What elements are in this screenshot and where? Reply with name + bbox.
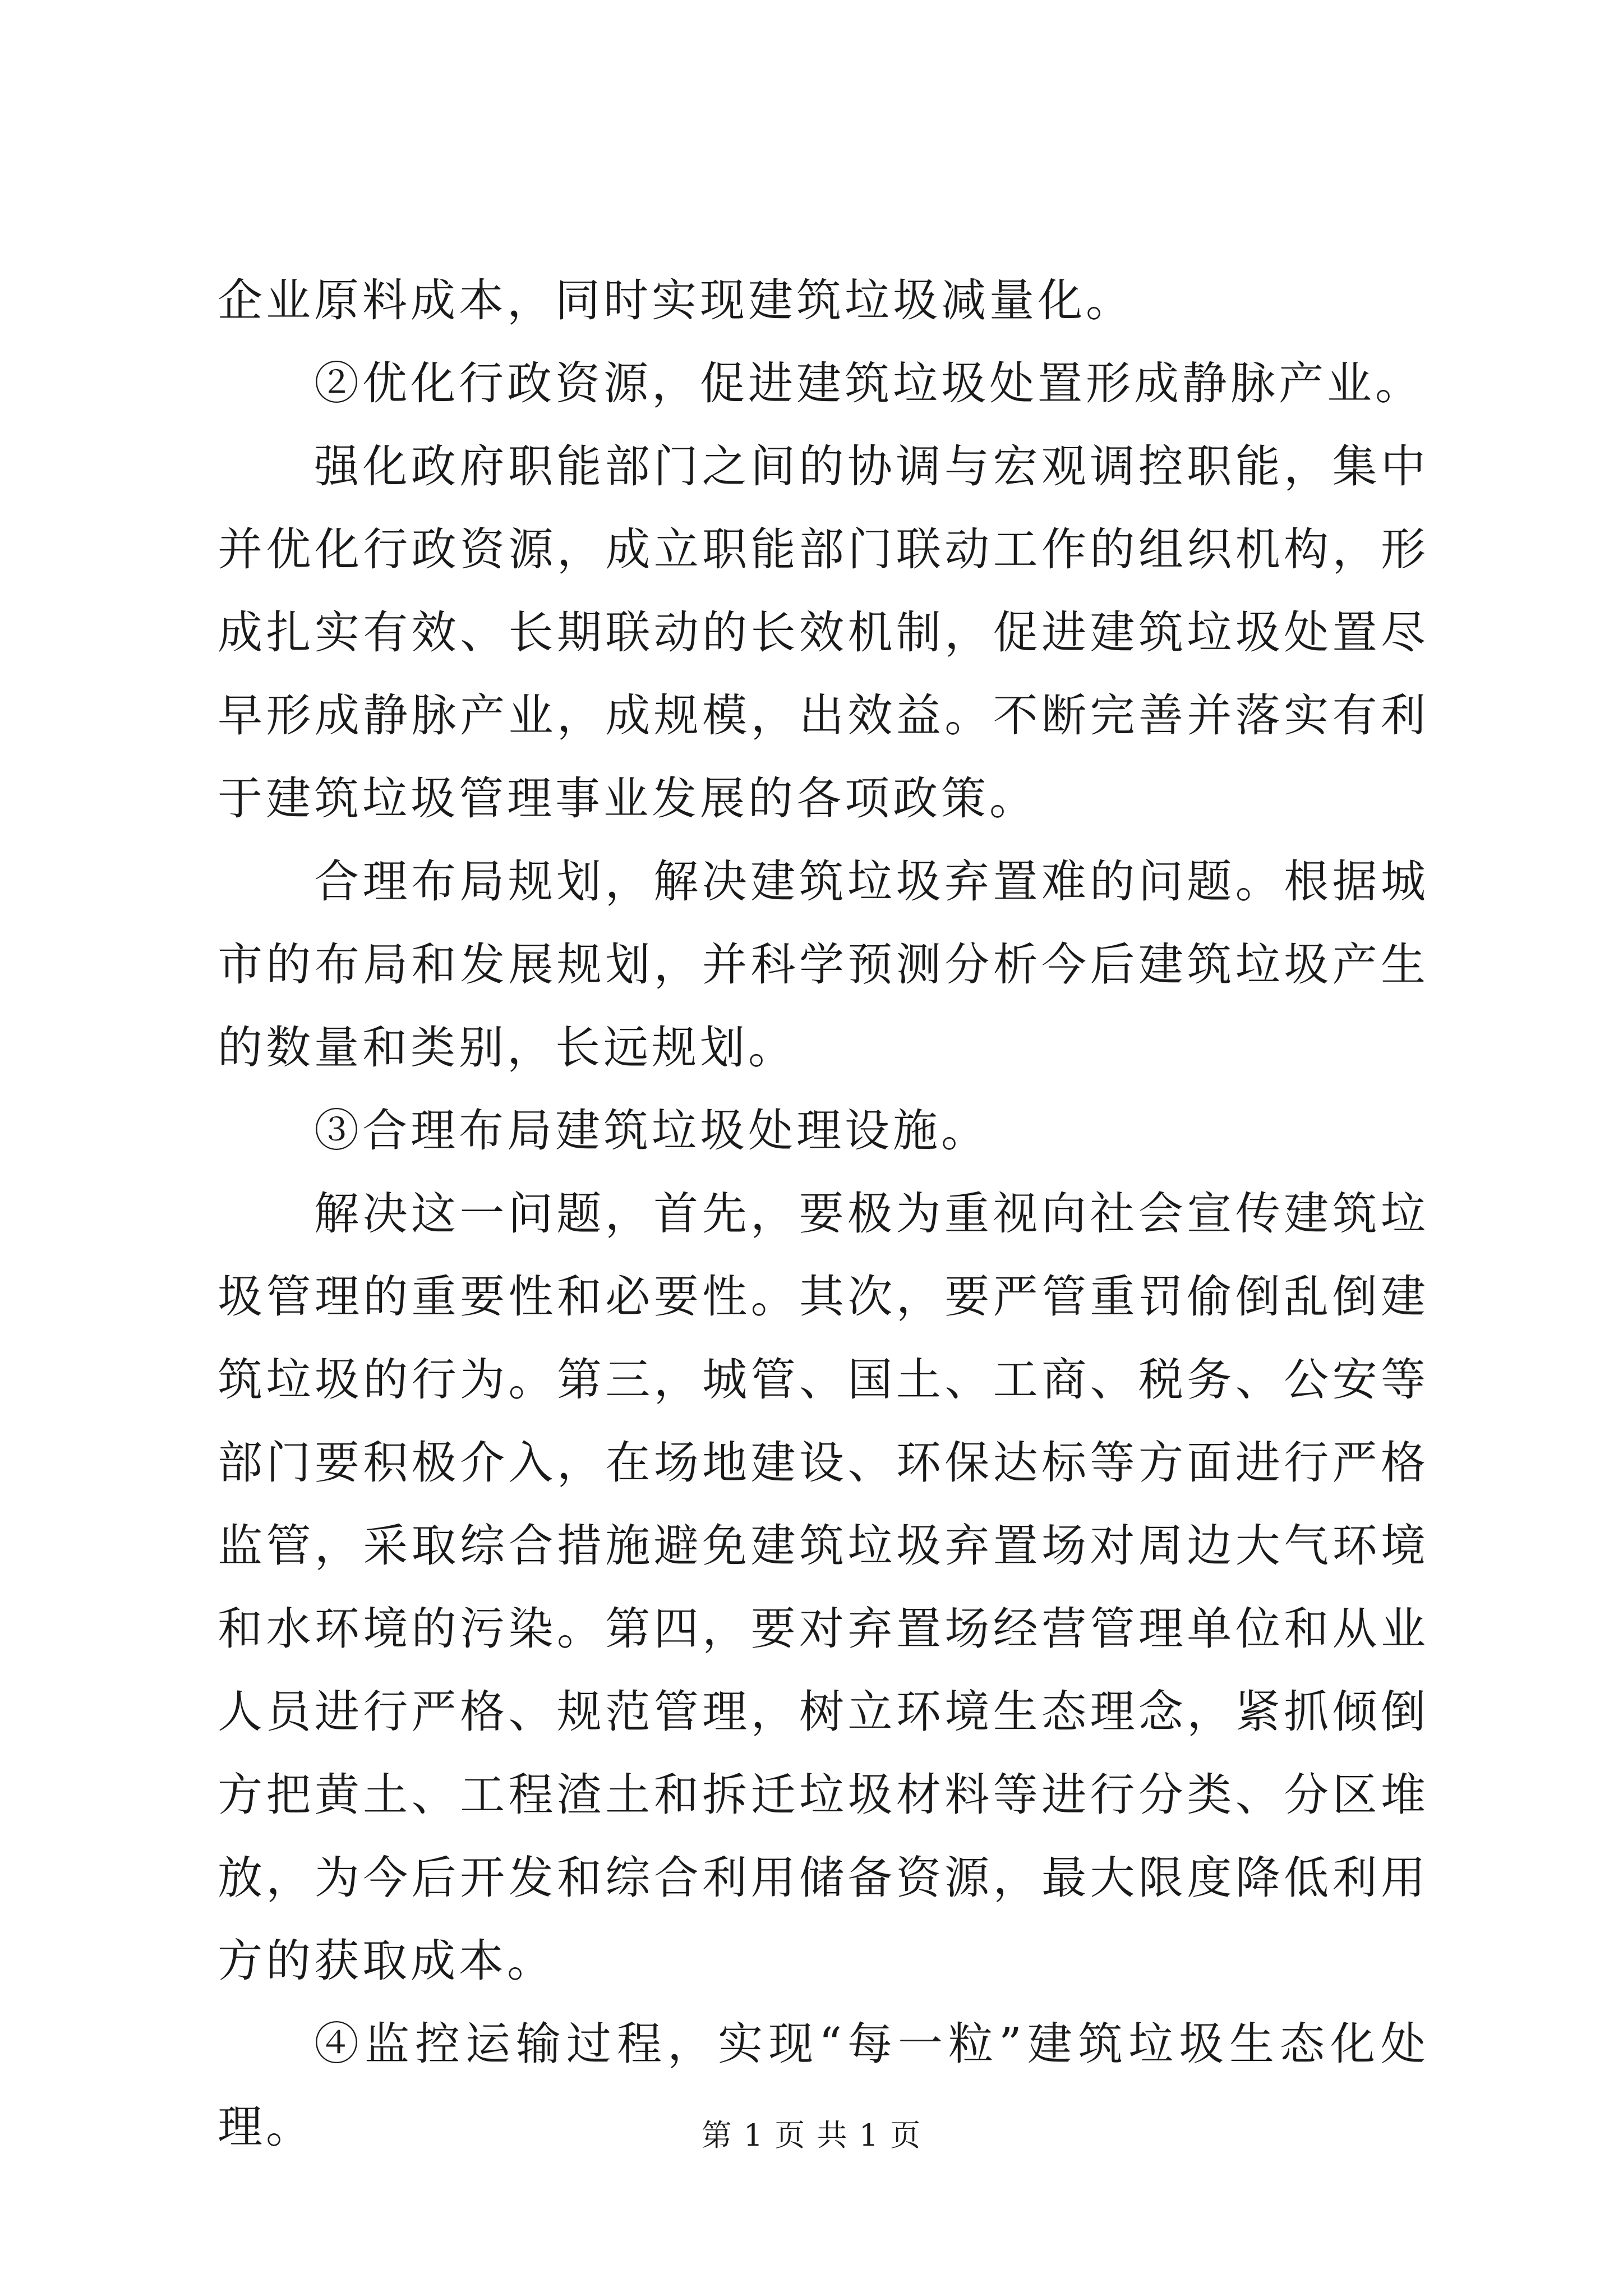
- document-body: [218, 259, 1429, 2169]
- paragraph-1: 企业原料成本，同时实现建筑垃圾减量化。: [218, 274, 1134, 326]
- paragraph-6: 解决这一问题，首先，要极为重视向社会宣传建筑垃圾管理的重要性和必要性。其次，要严管重罚偷倒乱倒建筑垃圾的行为。第三，城管、国土、工商、税务、公安等部门要积极介入，在场地建设、环保达标等方面进行严格监管，采取综合措施避免建筑垃圾弃置场对周边大气环境和水环境的污染。第四，要对弃置场经营管理单位和从业人员进行严格、规范管理，树立环境生态理念，紧抓倾倒方把黄土、工程渣土和拆迁垃圾材料等进行分类、分区堆放，为今后开发和综合利用储备资源，最大限度降低利用方的获取成本。: [218, 1188, 1429, 1987]
- paragraph-5: ③合理布局建筑垃圾处理设施。: [314, 1105, 989, 1157]
- paragraph-7: ④监控运输过程，实现“每一粒”建筑垃圾生态化处理。: [218, 2018, 1429, 2153]
- page-footer: 第 1 页 共 1 页: [701, 2118, 922, 2153]
- paragraph-2: ②优化行政资源，促进建筑垃圾处置形成静脉产业。: [314, 357, 1423, 409]
- paragraph-3: 强化政府职能部门之间的协调与宏观调控职能，集中并优化行政资源，成立职能部门联动工作的组织机构，形成扎实有效、长期联动的长效机制，促进建筑垃圾处置尽早形成静脉产业，成规模，出效益。不断完善并落实有利于建筑垃圾管理事业发展的各项政策。: [218, 440, 1429, 825]
- paragraph-4: 合理布局规划，解决建筑垃圾弃置难的问题。根据城市的布局和发展规划，并科学预测分析今后建筑垃圾产生的数量和类别，长远规划。: [218, 855, 1429, 1074]
